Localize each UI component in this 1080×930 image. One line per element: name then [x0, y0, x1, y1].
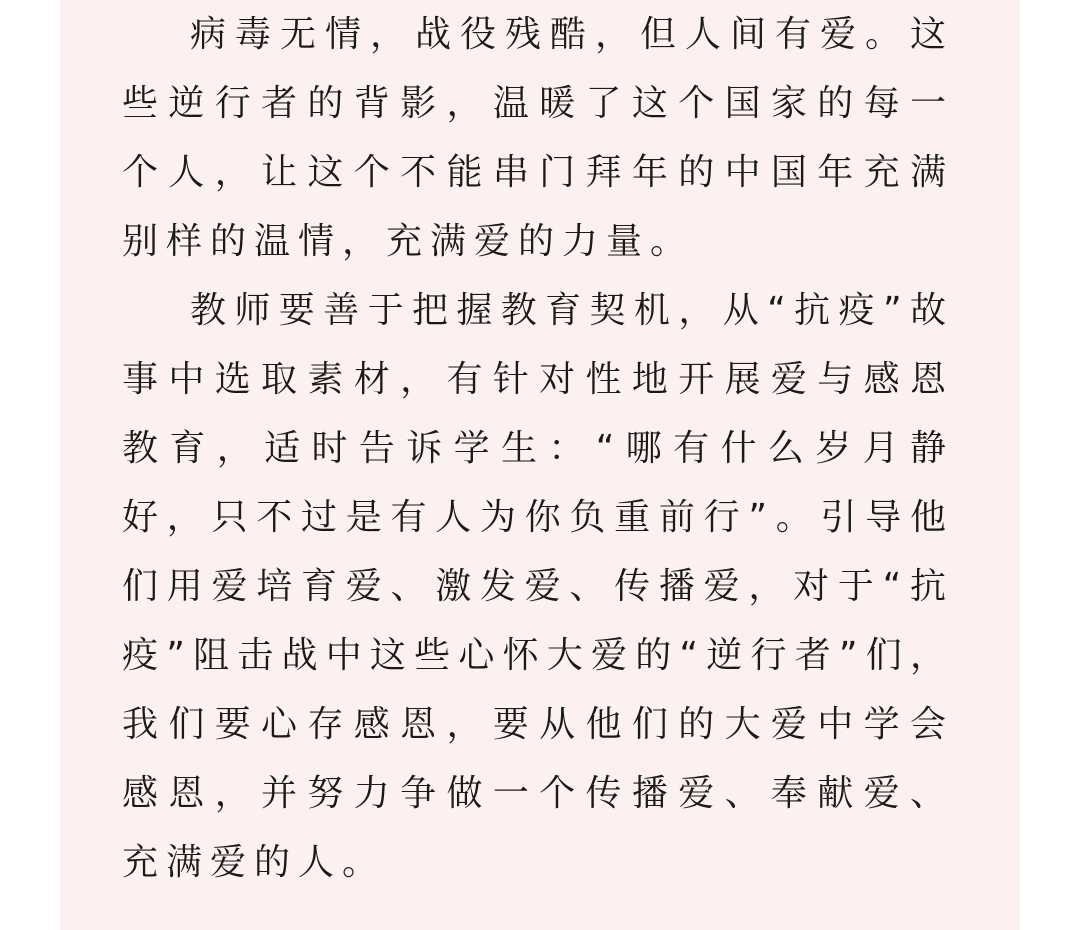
article-paragraph: 教师要善于把握教育契机，从“抗疫”故事中选取素材，有针对性地开展爱与感恩教育，适时告诉学生：“哪有什么岁月静好，只不过是有人为你负重前行”。引导他们用爱培育爱、激发爱、传播爱，对于“抗疫”阻击战中这些心怀大爱的“逆行者”们，我们要心存感恩，要从他们的大爱中学会感恩，并努力争做一个传播爱、奉献爱、充满爱的人。: [122, 290, 954, 883]
article-paragraph: 病毒无情，战役残酷，但人间有爱。这些逆行者的背影，温暖了这个国家的每一个人，让这个不能串门拜年的中国年充满别样的温情，充满爱的力量。: [122, 14, 954, 262]
